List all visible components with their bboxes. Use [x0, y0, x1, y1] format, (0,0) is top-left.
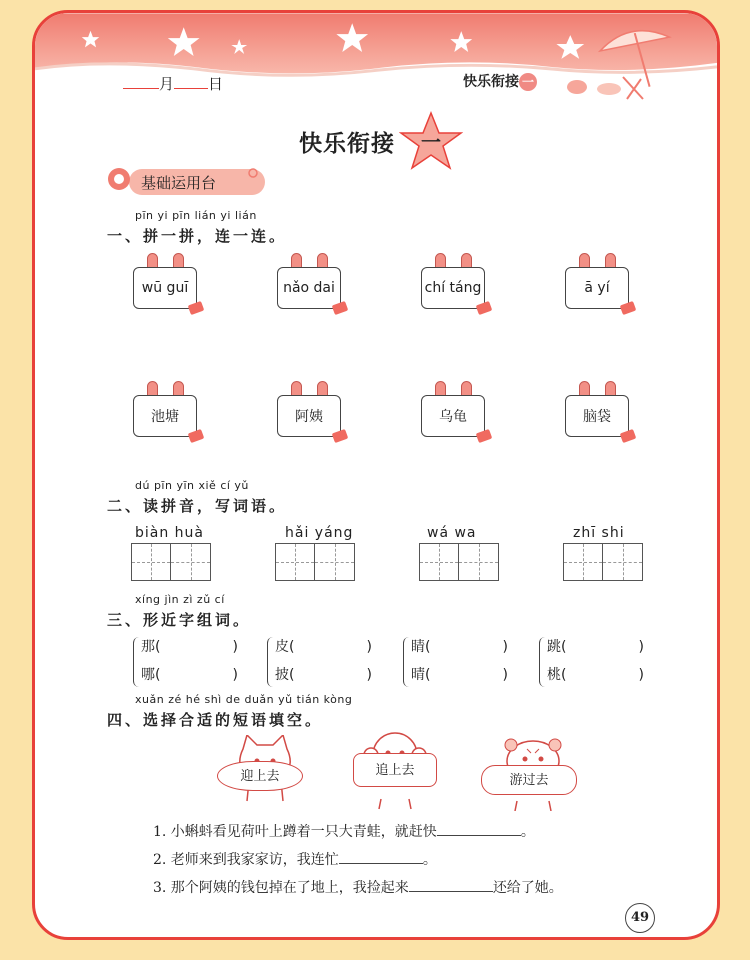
q2-item-pinyin: hǎi yáng — [285, 525, 354, 541]
pinyin-card-4[interactable] — [565, 253, 629, 307]
page-number: 49 — [625, 903, 655, 933]
char-pair-4[interactable] — [547, 633, 644, 689]
month-label: 月 — [159, 75, 175, 93]
page-title: 快乐衔接 — [299, 131, 395, 157]
sentence-1 — [153, 821, 535, 841]
sentence-3 — [153, 877, 563, 897]
section-badge-label: 基础运用台 — [141, 174, 217, 192]
char-pair-b: 披( — [275, 667, 295, 683]
tian-cell — [603, 544, 642, 580]
char-pair-1[interactable] — [141, 633, 238, 689]
tian-cell — [564, 544, 603, 580]
close-paren: ) — [638, 667, 644, 683]
q3-heading: 三、形近字组词。 — [107, 611, 252, 629]
q2-pinyin: dú pīn yīn xiě cí yǔ — [135, 479, 249, 492]
tian-cell — [459, 544, 498, 580]
card-text: ā yí — [565, 267, 629, 309]
date-line — [123, 73, 223, 94]
brace-icon — [267, 637, 273, 687]
pinyin-card-2[interactable] — [277, 253, 341, 307]
char-pair-a: 皮( — [275, 639, 295, 655]
answer-blank[interactable] — [339, 852, 423, 864]
close-paren: ) — [232, 667, 238, 683]
tian-grid-2[interactable] — [275, 543, 355, 581]
card-text: 乌龟 — [421, 395, 485, 437]
word-card-4[interactable] — [565, 381, 629, 435]
lesson-tag — [463, 71, 537, 91]
tian-cell — [276, 544, 315, 580]
tian-cell — [132, 544, 171, 580]
close-paren: ) — [502, 667, 508, 683]
q2-heading: 二、读拼音，写词语。 — [107, 497, 288, 515]
char-pair-2[interactable] — [275, 633, 372, 689]
sentence-2 — [153, 849, 437, 869]
brace-icon — [403, 637, 409, 687]
answer-blank[interactable] — [409, 880, 493, 892]
q4-heading: 四、选择合适的短语填空。 — [107, 711, 324, 729]
lesson-tag-text: 快乐衔接 — [463, 74, 519, 90]
sentence-text: 2. 老师来到我家家访，我连忙 — [153, 852, 339, 868]
q2-item-pinyin: zhī shi — [573, 525, 625, 541]
tian-cell — [315, 544, 354, 580]
char-pair-b: 桃( — [547, 667, 567, 683]
card-text: 脑袋 — [565, 395, 629, 437]
char-pair-a: 跳( — [547, 639, 567, 655]
close-paren: ) — [366, 667, 372, 683]
sentence-text: 1. 小蝌蚪看见荷叶上蹲着一只大青蛙，就赶快 — [153, 824, 437, 840]
close-paren: ) — [502, 639, 508, 655]
day-label: 日 — [208, 75, 224, 93]
sentence-end: 。 — [422, 852, 437, 868]
q1-heading: 一、拼一拼，连一连。 — [107, 227, 288, 245]
brace-icon — [133, 637, 139, 687]
beach-decoration-icon — [557, 69, 647, 101]
tian-grid-1[interactable] — [131, 543, 211, 581]
word-card-3[interactable] — [421, 381, 485, 435]
tian-cell — [420, 544, 459, 580]
tian-grid-3[interactable] — [419, 543, 499, 581]
lesson-tag-number: 一 — [519, 73, 537, 91]
tian-cell — [171, 544, 210, 580]
q3-pinyin: xíng jìn zì zǔ cí — [135, 593, 225, 606]
sentence-end: 。 — [520, 824, 535, 840]
pinyin-card-3[interactable] — [421, 253, 485, 307]
sentence-text: 3. 那个阿姨的钱包掉在了地上，我捡起来 — [153, 880, 409, 896]
word-card-2[interactable] — [277, 381, 341, 435]
sentence-end: 还给了她。 — [492, 880, 563, 896]
answer-blank[interactable] — [437, 824, 521, 836]
q2-item-pinyin: biàn huà — [135, 525, 205, 541]
tian-grid-4[interactable] — [563, 543, 643, 581]
title-star-number: 一 — [421, 130, 441, 154]
char-pair-b: 晴( — [411, 667, 431, 683]
section-badge — [99, 165, 271, 199]
day-blank[interactable] — [174, 75, 208, 89]
q4-pinyin: xuǎn zé hé shì de duǎn yǔ tián kòng — [135, 693, 353, 706]
card-text: wū guī — [133, 267, 197, 309]
char-pair-a: 那( — [141, 639, 161, 655]
char-pair-a: 睛( — [411, 639, 431, 655]
close-paren: ) — [366, 639, 372, 655]
char-pair-b: 哪( — [141, 667, 161, 683]
close-paren: ) — [232, 639, 238, 655]
title-star-icon — [399, 111, 463, 171]
pinyin-card-1[interactable] — [133, 253, 197, 307]
month-blank[interactable] — [123, 75, 159, 89]
phrase-option-3[interactable]: 游过去 — [481, 765, 577, 795]
word-card-1[interactable] — [133, 381, 197, 435]
close-paren: ) — [638, 639, 644, 655]
card-text: 阿姨 — [277, 395, 341, 437]
phrase-option-1[interactable]: 迎上去 — [217, 761, 303, 791]
card-text: chí táng — [421, 267, 485, 309]
q2-item-pinyin: wá wa — [427, 525, 477, 541]
phrase-option-2[interactable]: 追上去 — [353, 753, 437, 787]
q1-pinyin: pīn yi pīn lián yi lián — [135, 209, 257, 222]
card-text: 池塘 — [133, 395, 197, 437]
card-text: nǎo dai — [277, 267, 341, 309]
brace-icon — [539, 637, 545, 687]
worksheet-page — [32, 10, 720, 940]
char-pair-3[interactable] — [411, 633, 508, 689]
